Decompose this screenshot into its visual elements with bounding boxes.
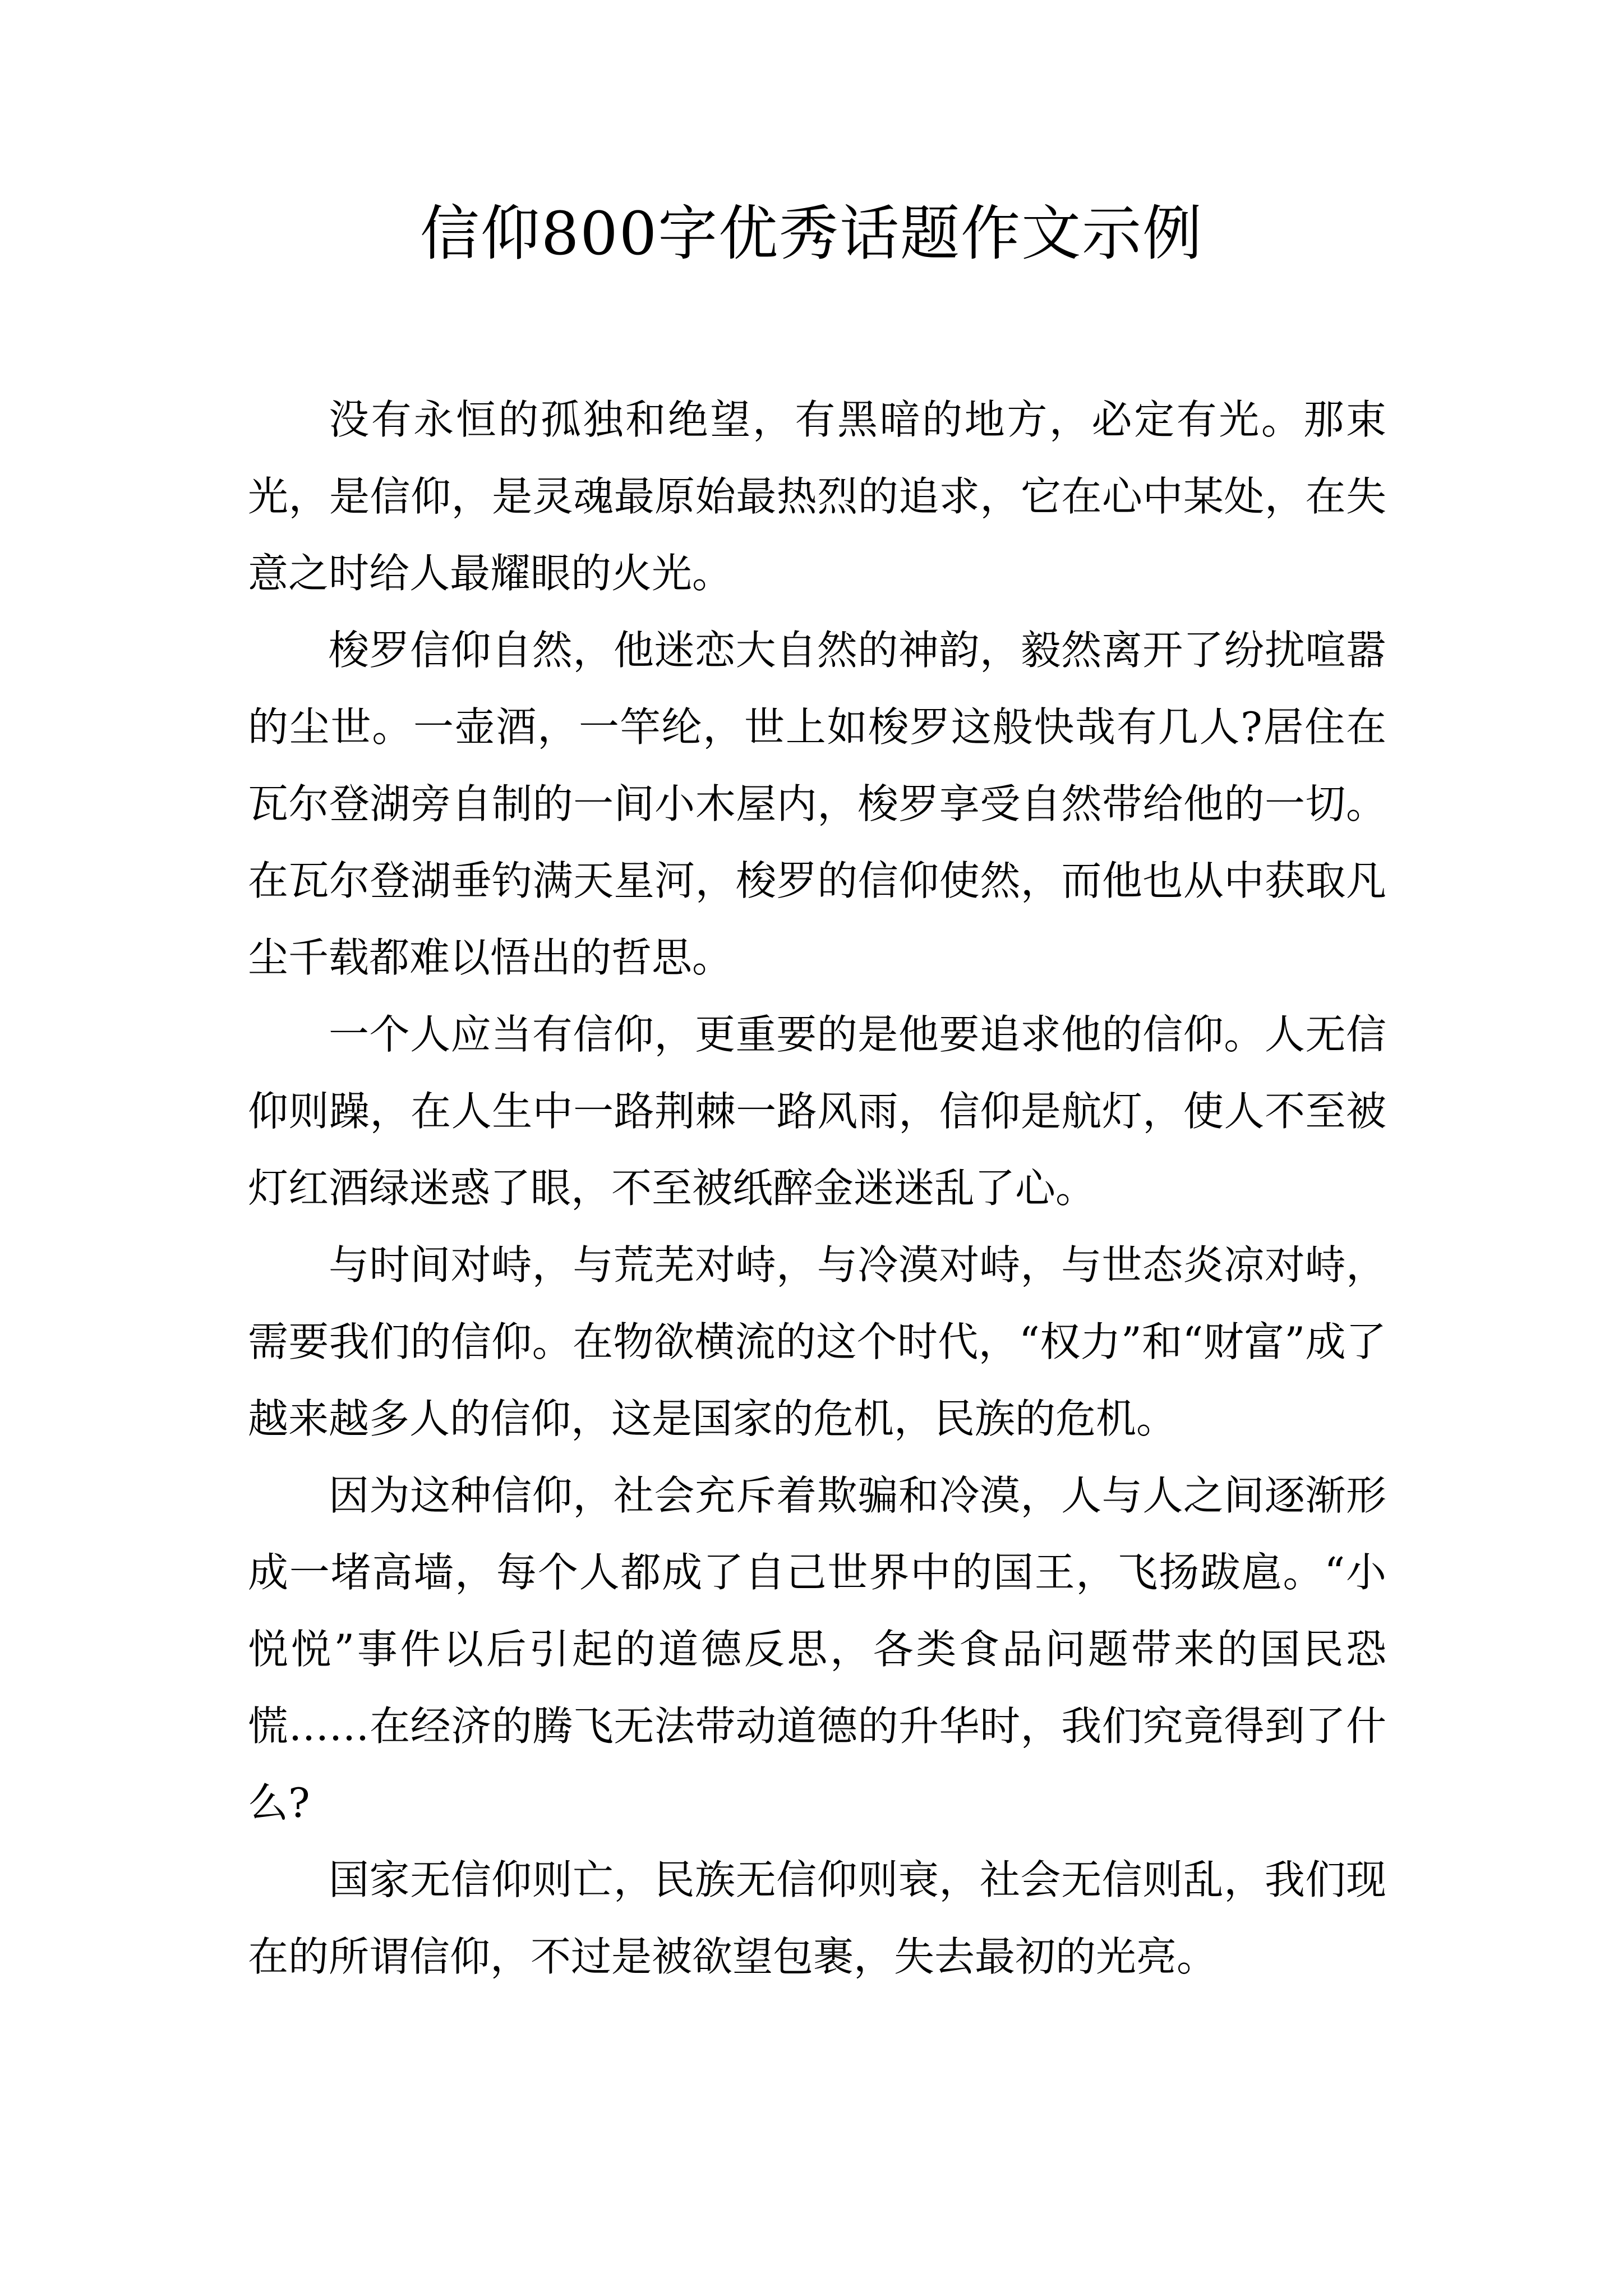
paragraph: 没有永恒的孤独和绝望，有黑暗的地方，必定有光。那束光，是信仰，是灵魂最原始最热烈的追求，它在心中某处，在失意之时给人最耀眼的火光。	[248, 396, 1386, 597]
paragraph: 一个人应当有信仰，更重要的是他要追求他的信仰。人无信仰则躁，在人生中一路荆棘一路风雨，信仰是航灯，使人不至被灯红酒绿迷惑了眼，不至被纸醉金迷迷乱了心。	[248, 1011, 1386, 1212]
document-title: 信仰800字优秀话题作文示例	[419, 199, 1204, 268]
document-body	[248, 381, 1386, 1995]
paragraph: 与时间对峙，与荒芜对峙，与冷漠对峙，与世态炎凉对峙，需要我们的信仰。在物欲横流的这个时代，“权力”和“财富”成了越来越多人的信仰，这是国家的危机，民族的危机。	[248, 1241, 1386, 1442]
paragraph: 国家无信仰则亡，民族无信仰则衰，社会无信则乱，我们现在的所谓信仰，不过是被欲望包裹，失去最初的光亮。	[248, 1856, 1386, 1980]
paragraph: 梭罗信仰自然，他迷恋大自然的神韵，毅然离开了纷扰喧嚣的尘世。一壶酒，一竿纶，世上如梭罗这般快哉有几人?居住在瓦尔登湖旁自制的一间小木屋内，梭罗享受自然带给他的一切。在瓦尔登湖垂钓满天星河，梭罗的信仰使然，而他也从中获取凡尘千载都难以悟出的哲思。	[248, 627, 1386, 981]
paragraph: 因为这种信仰，社会充斥着欺骗和冷漠，人与人之间逐渐形成一堵高墙，每个人都成了自己世界中的国王，飞扬跋扈。“小悦悦”事件以后引起的道德反思，各类食品问题带来的国民恐慌……在经济的腾飞无法带动道德的升华时，我们究竟得到了什么?	[248, 1472, 1386, 1826]
